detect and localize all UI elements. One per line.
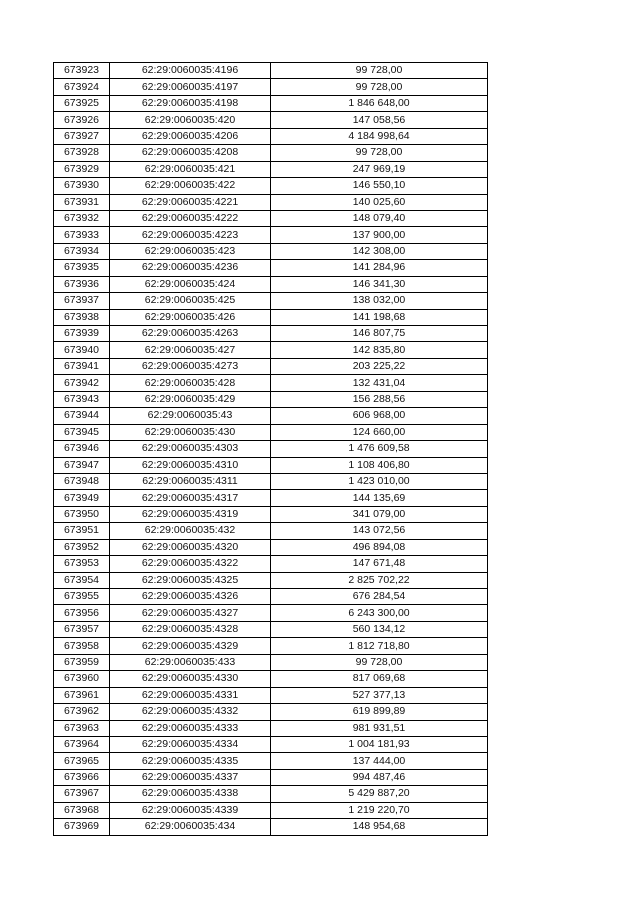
cadastral-number-cell: 62:29:0060035:4331	[110, 687, 271, 703]
table-row	[54, 506, 488, 522]
table-body	[54, 63, 488, 836]
row-number-cell: 673930	[54, 178, 110, 194]
cadastral-number-cell: 62:29:0060035:4206	[110, 128, 271, 144]
row-number-cell: 673945	[54, 424, 110, 440]
row-number-cell: 673923	[54, 63, 110, 79]
cadastral-number-cell: 62:29:0060035:4222	[110, 210, 271, 226]
table-row	[54, 128, 488, 144]
table-row	[54, 786, 488, 802]
row-number-cell: 673939	[54, 326, 110, 342]
table-row	[54, 441, 488, 457]
value-cell: 137 444,00	[271, 753, 488, 769]
value-cell: 4 184 998,64	[271, 128, 488, 144]
row-number-cell: 673952	[54, 539, 110, 555]
value-cell: 1 423 010,00	[271, 473, 488, 489]
value-cell: 147 058,56	[271, 112, 488, 128]
table-row	[54, 819, 488, 835]
row-number-cell: 673950	[54, 506, 110, 522]
table-row	[54, 342, 488, 358]
row-number-cell: 673948	[54, 473, 110, 489]
cadastral-number-cell: 62:29:0060035:424	[110, 276, 271, 292]
value-cell: 146 550,10	[271, 178, 488, 194]
value-cell: 2 825 702,22	[271, 572, 488, 588]
value-cell: 1 812 718,80	[271, 638, 488, 654]
row-number-cell: 673940	[54, 342, 110, 358]
cadastral-number-cell: 62:29:0060035:4320	[110, 539, 271, 555]
row-number-cell: 673958	[54, 638, 110, 654]
value-cell: 5 429 887,20	[271, 786, 488, 802]
row-number-cell: 673931	[54, 194, 110, 210]
cadastral-number-cell: 62:29:0060035:422	[110, 178, 271, 194]
row-number-cell: 673963	[54, 720, 110, 736]
table-row	[54, 473, 488, 489]
cadastral-number-cell: 62:29:0060035:4221	[110, 194, 271, 210]
cadastral-number-cell: 62:29:0060035:4197	[110, 79, 271, 95]
cadastral-number-cell: 62:29:0060035:428	[110, 375, 271, 391]
cadastral-number-cell: 62:29:0060035:4273	[110, 358, 271, 374]
table-row	[54, 260, 488, 276]
cadastral-number-cell: 62:29:0060035:4327	[110, 605, 271, 621]
value-cell: 560 134,12	[271, 621, 488, 637]
row-number-cell: 673928	[54, 145, 110, 161]
value-cell: 141 284,96	[271, 260, 488, 276]
row-number-cell: 673937	[54, 293, 110, 309]
row-number-cell: 673956	[54, 605, 110, 621]
row-number-cell: 673933	[54, 227, 110, 243]
row-number-cell: 673968	[54, 802, 110, 818]
table-row	[54, 95, 488, 111]
value-cell: 137 900,00	[271, 227, 488, 243]
value-cell: 143 072,56	[271, 523, 488, 539]
table-row	[54, 720, 488, 736]
row-number-cell: 673932	[54, 210, 110, 226]
row-number-cell: 673960	[54, 671, 110, 687]
row-number-cell: 673969	[54, 819, 110, 835]
value-cell: 148 954,68	[271, 819, 488, 835]
table-row	[54, 589, 488, 605]
cadastral-number-cell: 62:29:0060035:434	[110, 819, 271, 835]
value-cell: 142 835,80	[271, 342, 488, 358]
table-row	[54, 572, 488, 588]
value-cell: 619 899,89	[271, 704, 488, 720]
value-cell: 146 341,30	[271, 276, 488, 292]
row-number-cell: 673966	[54, 769, 110, 785]
table-row	[54, 326, 488, 342]
cadastral-number-cell: 62:29:0060035:4330	[110, 671, 271, 687]
cadastral-number-cell: 62:29:0060035:4223	[110, 227, 271, 243]
cadastral-number-cell: 62:29:0060035:421	[110, 161, 271, 177]
table-row	[54, 769, 488, 785]
cadastral-number-cell: 62:29:0060035:4329	[110, 638, 271, 654]
row-number-cell: 673955	[54, 589, 110, 605]
row-number-cell: 673934	[54, 243, 110, 259]
table-row	[54, 161, 488, 177]
cadastral-number-cell: 62:29:0060035:4334	[110, 736, 271, 752]
value-cell: 142 308,00	[271, 243, 488, 259]
value-cell: 124 660,00	[271, 424, 488, 440]
cadastral-number-cell: 62:29:0060035:4311	[110, 473, 271, 489]
table-row	[54, 293, 488, 309]
cadastral-number-cell: 62:29:0060035:4208	[110, 145, 271, 161]
cadastral-value-table	[53, 62, 488, 836]
cadastral-number-cell: 62:29:0060035:4263	[110, 326, 271, 342]
value-cell: 1 108 406,80	[271, 457, 488, 473]
cadastral-number-cell: 62:29:0060035:423	[110, 243, 271, 259]
cadastral-number-cell: 62:29:0060035:433	[110, 654, 271, 670]
row-number-cell: 673936	[54, 276, 110, 292]
row-number-cell: 673926	[54, 112, 110, 128]
value-cell: 496 894,08	[271, 539, 488, 555]
row-number-cell: 673938	[54, 309, 110, 325]
row-number-cell: 673946	[54, 441, 110, 457]
table-row	[54, 671, 488, 687]
cadastral-number-cell: 62:29:0060035:4335	[110, 753, 271, 769]
table-row	[54, 556, 488, 572]
cadastral-number-cell: 62:29:0060035:4310	[110, 457, 271, 473]
value-cell: 99 728,00	[271, 63, 488, 79]
value-cell: 144 135,69	[271, 490, 488, 506]
cadastral-number-cell: 62:29:0060035:4236	[110, 260, 271, 276]
table-row	[54, 687, 488, 703]
value-cell: 981 931,51	[271, 720, 488, 736]
value-cell: 247 969,19	[271, 161, 488, 177]
table-row	[54, 194, 488, 210]
cadastral-number-cell: 62:29:0060035:427	[110, 342, 271, 358]
value-cell: 140 025,60	[271, 194, 488, 210]
value-cell: 1 219 220,70	[271, 802, 488, 818]
table-row	[54, 112, 488, 128]
value-cell: 606 968,00	[271, 408, 488, 424]
cadastral-number-cell: 62:29:0060035:4338	[110, 786, 271, 802]
value-cell: 676 284,54	[271, 589, 488, 605]
table-row	[54, 145, 488, 161]
cadastral-number-cell: 62:29:0060035:4333	[110, 720, 271, 736]
cadastral-number-cell: 62:29:0060035:430	[110, 424, 271, 440]
row-number-cell: 673959	[54, 654, 110, 670]
value-cell: 147 671,48	[271, 556, 488, 572]
row-number-cell: 673942	[54, 375, 110, 391]
table-row	[54, 539, 488, 555]
table-row	[54, 490, 488, 506]
row-number-cell: 673941	[54, 358, 110, 374]
cadastral-number-cell: 62:29:0060035:4319	[110, 506, 271, 522]
cadastral-number-cell: 62:29:0060035:4198	[110, 95, 271, 111]
table-row	[54, 457, 488, 473]
row-number-cell: 673965	[54, 753, 110, 769]
table-row	[54, 63, 488, 79]
value-cell: 341 079,00	[271, 506, 488, 522]
table-row	[54, 276, 488, 292]
table-row	[54, 79, 488, 95]
value-cell: 1 846 648,00	[271, 95, 488, 111]
value-cell: 138 032,00	[271, 293, 488, 309]
value-cell: 817 069,68	[271, 671, 488, 687]
value-cell: 99 728,00	[271, 145, 488, 161]
row-number-cell: 673925	[54, 95, 110, 111]
row-number-cell: 673964	[54, 736, 110, 752]
row-number-cell: 673961	[54, 687, 110, 703]
row-number-cell: 673949	[54, 490, 110, 506]
value-cell: 994 487,46	[271, 769, 488, 785]
table-row	[54, 523, 488, 539]
cadastral-number-cell: 62:29:0060035:43	[110, 408, 271, 424]
cadastral-number-cell: 62:29:0060035:4337	[110, 769, 271, 785]
row-number-cell: 673957	[54, 621, 110, 637]
table-row	[54, 424, 488, 440]
table-row	[54, 621, 488, 637]
value-cell: 99 728,00	[271, 654, 488, 670]
cadastral-number-cell: 62:29:0060035:426	[110, 309, 271, 325]
cadastral-number-cell: 62:29:0060035:4339	[110, 802, 271, 818]
value-cell: 146 807,75	[271, 326, 488, 342]
table-row	[54, 210, 488, 226]
cadastral-number-cell: 62:29:0060035:425	[110, 293, 271, 309]
cadastral-number-cell: 62:29:0060035:4328	[110, 621, 271, 637]
row-number-cell: 673967	[54, 786, 110, 802]
table-row	[54, 654, 488, 670]
cadastral-number-cell: 62:29:0060035:4326	[110, 589, 271, 605]
table-row	[54, 638, 488, 654]
value-cell: 6 243 300,00	[271, 605, 488, 621]
row-number-cell: 673943	[54, 391, 110, 407]
table-row	[54, 391, 488, 407]
row-number-cell: 673929	[54, 161, 110, 177]
row-number-cell: 673954	[54, 572, 110, 588]
cadastral-number-cell: 62:29:0060035:429	[110, 391, 271, 407]
cadastral-number-cell: 62:29:0060035:4325	[110, 572, 271, 588]
table-row	[54, 736, 488, 752]
cadastral-number-cell: 62:29:0060035:4196	[110, 63, 271, 79]
row-number-cell: 673951	[54, 523, 110, 539]
table-row	[54, 802, 488, 818]
cadastral-number-cell: 62:29:0060035:4332	[110, 704, 271, 720]
table-row	[54, 704, 488, 720]
row-number-cell: 673947	[54, 457, 110, 473]
cadastral-number-cell: 62:29:0060035:4322	[110, 556, 271, 572]
table-row	[54, 178, 488, 194]
value-cell: 148 079,40	[271, 210, 488, 226]
table-row	[54, 358, 488, 374]
row-number-cell: 673953	[54, 556, 110, 572]
table-row	[54, 309, 488, 325]
cadastral-number-cell: 62:29:0060035:420	[110, 112, 271, 128]
table-row	[54, 753, 488, 769]
value-cell: 156 288,56	[271, 391, 488, 407]
row-number-cell: 673924	[54, 79, 110, 95]
value-cell: 203 225,22	[271, 358, 488, 374]
row-number-cell: 673935	[54, 260, 110, 276]
table-row	[54, 227, 488, 243]
table-row	[54, 408, 488, 424]
row-number-cell: 673962	[54, 704, 110, 720]
value-cell: 141 198,68	[271, 309, 488, 325]
value-cell: 527 377,13	[271, 687, 488, 703]
cadastral-number-cell: 62:29:0060035:4317	[110, 490, 271, 506]
cadastral-number-cell: 62:29:0060035:432	[110, 523, 271, 539]
value-cell: 1 476 609,58	[271, 441, 488, 457]
value-cell: 1 004 181,93	[271, 736, 488, 752]
value-cell: 132 431,04	[271, 375, 488, 391]
table-row	[54, 605, 488, 621]
table-row	[54, 375, 488, 391]
table-row	[54, 243, 488, 259]
cadastral-number-cell: 62:29:0060035:4303	[110, 441, 271, 457]
row-number-cell: 673944	[54, 408, 110, 424]
row-number-cell: 673927	[54, 128, 110, 144]
value-cell: 99 728,00	[271, 79, 488, 95]
